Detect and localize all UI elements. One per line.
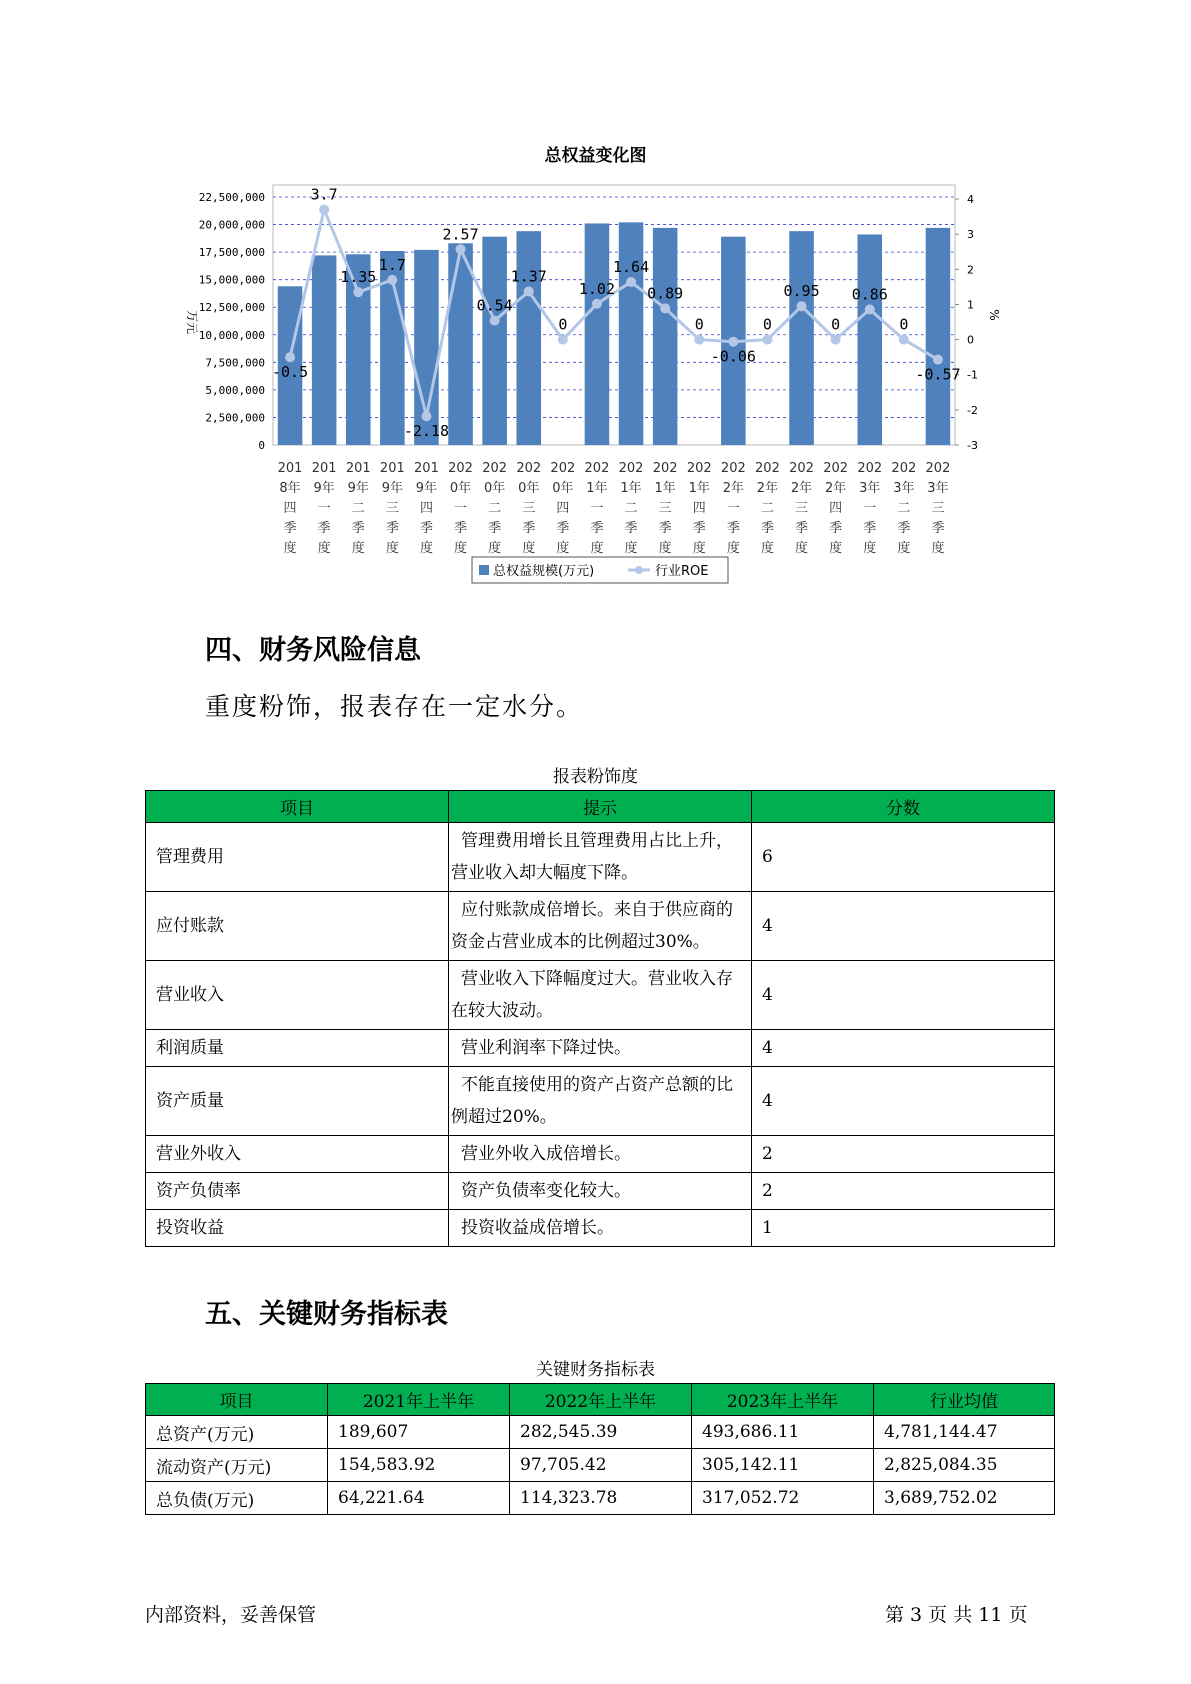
table-row [146, 823, 1055, 892]
x-tick-label: 度 [317, 541, 331, 556]
x-tick-label: 3年 [893, 481, 915, 496]
roe-data-label: 1.64 [612, 257, 650, 276]
roe-point [353, 287, 363, 297]
x-tick-label: 202 [755, 461, 780, 476]
risk-score-cell: 1 [752, 1210, 1055, 1247]
table-row [146, 961, 1055, 1030]
kpi-table-caption: 关键财务指标表 [536, 1360, 655, 1380]
risk-hint-cell: 应付账款成倍增长。来自于供应商的资金占营业成本的比例超过30%。 [449, 892, 752, 961]
x-tick-label: 2年 [756, 481, 779, 496]
x-tick-label: 度 [692, 541, 706, 556]
roe-data-label: 3.7 [310, 185, 338, 204]
y-left-tick-label: 17,500,000 [198, 246, 265, 260]
y-left-tick-label: 20,000,000 [198, 218, 265, 232]
y-right-tick-label: -3 [967, 439, 978, 452]
table-row [146, 892, 1055, 961]
legend-bar-swatch [479, 565, 489, 575]
x-tick-label: 2年 [790, 481, 813, 496]
roe-data-label: 0.86 [851, 285, 888, 304]
x-tick-label: 季 [556, 521, 570, 536]
risk-score-cell: 4 [752, 1067, 1055, 1136]
x-tick-label: 202 [891, 461, 917, 476]
x-tick-label: 0年 [484, 481, 506, 496]
y-left-tick-label: 0 [258, 439, 265, 452]
x-tick-label: 一 [454, 501, 468, 516]
roe-data-label: -0.06 [710, 347, 756, 366]
roe-point [626, 277, 636, 287]
x-tick-label: 季 [624, 521, 638, 536]
roe-data-label: 1.7 [378, 255, 406, 274]
roe-data-label: 0 [762, 315, 772, 334]
kpi-cell: 2,825,084.35 [874, 1449, 1055, 1482]
roe-data-label: -0.5 [271, 363, 309, 382]
table-row [146, 1416, 1055, 1449]
header-item: 项目 [146, 1384, 328, 1416]
y-right-tick-label: -1 [967, 368, 978, 382]
equity-roe-chart [0, 0, 1191, 600]
risk-table [145, 790, 1055, 1247]
header-2021h1: 2021年上半年 [328, 1384, 510, 1416]
risk-hint-cell: 营业外收入成倍增长。 [449, 1136, 752, 1173]
x-tick-label: 度 [590, 541, 604, 556]
chart-title: 总权益变化图 [544, 146, 647, 166]
roe-data-label: 0 [831, 315, 841, 334]
table-row [146, 1173, 1055, 1210]
x-tick-label: 2年 [825, 481, 847, 496]
roe-point [592, 299, 602, 309]
risk-item-cell: 利润质量 [146, 1030, 449, 1067]
roe-data-label: 0 [558, 315, 568, 334]
roe-point [387, 275, 397, 285]
roe-point [797, 301, 807, 311]
x-tick-label: 度 [829, 541, 843, 556]
table-row [146, 1136, 1055, 1173]
x-tick-label: 度 [795, 541, 809, 556]
risk-hint-cell: 管理费用增长且管理费用占比上升，营业收入却大幅度下降。 [449, 823, 752, 892]
roe-data-label: 0.95 [783, 282, 820, 301]
roe-data-label: 0 [694, 315, 704, 334]
kpi-cell: 4,781,144.47 [874, 1416, 1055, 1449]
y-left-tick-label: 5,000,000 [205, 383, 265, 397]
roe-point [660, 303, 670, 313]
risk-item-cell: 营业收入 [146, 961, 449, 1030]
x-tick-label: 9年 [381, 481, 403, 496]
x-tick-label: 202 [720, 461, 746, 476]
risk-item-cell: 管理费用 [146, 823, 449, 892]
kpi-cell: 282,545.39 [510, 1416, 692, 1449]
kpi-cell: 总资产(万元) [146, 1416, 328, 1449]
x-tick-label: 201 [379, 461, 405, 476]
table-row [146, 1210, 1055, 1247]
x-tick-label: 一 [590, 501, 604, 516]
kpi-cell: 317,052.72 [692, 1482, 874, 1515]
x-tick-label: 201 [311, 461, 337, 476]
x-tick-label: 季 [454, 521, 468, 536]
x-tick-label: 202 [584, 461, 610, 476]
roe-data-label: 1.37 [510, 267, 547, 286]
x-tick-label: 季 [931, 521, 945, 536]
roe-point [694, 335, 704, 345]
x-tick-label: 度 [283, 541, 297, 556]
x-tick-label: 二 [624, 501, 638, 516]
roe-point [421, 411, 431, 421]
x-tick-label: 2年 [722, 481, 744, 496]
y-left-tick-label: 15,000,000 [198, 273, 265, 287]
section-heading-risk: 四、财务风险信息 [205, 635, 421, 666]
x-tick-label: 季 [795, 521, 809, 536]
x-tick-label: 度 [454, 541, 468, 556]
risk-score-cell: 4 [752, 1030, 1055, 1067]
plot-area-border [273, 185, 955, 445]
x-tick-label: 度 [760, 541, 774, 556]
x-tick-label: 8年 [279, 481, 301, 496]
kpi-cell: 3,689,752.02 [874, 1482, 1055, 1515]
x-tick-label: 202 [686, 461, 712, 476]
risk-hint-cell: 营业利润率下降过快。 [449, 1030, 752, 1067]
x-tick-label: 季 [351, 521, 365, 536]
x-tick-label: 1年 [688, 481, 710, 496]
x-tick-label: 三 [795, 501, 809, 516]
x-tick-label: 201 [414, 461, 439, 476]
x-tick-label: 202 [482, 461, 508, 476]
roe-data-label: -2.18 [403, 422, 450, 441]
footer-page-number: 第 3 页 共 11 页 [885, 1604, 1028, 1626]
risk-score-cell: 2 [752, 1173, 1055, 1210]
x-tick-label: 201 [345, 461, 371, 476]
x-tick-label: 度 [624, 541, 638, 556]
bar [312, 255, 337, 445]
y-left-tick-label: 22,500,000 [198, 191, 265, 204]
x-tick-label: 三 [931, 501, 945, 516]
legend-line-marker [635, 566, 643, 574]
legend-line-label: 行业ROE [655, 564, 709, 579]
risk-score-cell: 6 [752, 823, 1055, 892]
x-tick-label: 201 [277, 461, 303, 476]
table-row [146, 1030, 1055, 1067]
table-row [146, 1067, 1055, 1136]
y-right-tick-label: 1 [967, 298, 974, 312]
table-row [146, 1449, 1055, 1482]
kpi-cell: 305,142.11 [692, 1449, 874, 1482]
x-tick-label: 季 [863, 521, 877, 536]
x-tick-label: 202 [652, 461, 678, 476]
y-left-axis-label: 万元 [185, 309, 199, 335]
roe-point [899, 335, 909, 345]
roe-point [319, 205, 329, 215]
x-tick-label: 度 [522, 541, 536, 556]
x-tick-label: 二 [488, 501, 502, 516]
x-tick-label: 三 [385, 501, 399, 516]
roe-point [558, 335, 568, 345]
bar [619, 222, 644, 445]
x-tick-label: 季 [317, 521, 331, 536]
y-right-tick-label: -2 [967, 403, 978, 417]
risk-hint-cell: 不能直接使用的资产占资产总额的比例超过20%。 [449, 1067, 752, 1136]
x-tick-label: 四 [692, 501, 706, 516]
risk-hint-cell: 资产负债率变化较大。 [449, 1173, 752, 1210]
x-tick-label: 四 [556, 501, 570, 516]
kpi-cell: 总负债(万元) [146, 1482, 328, 1515]
y-left-tick-label: 10,000,000 [198, 328, 265, 342]
roe-point [524, 286, 534, 296]
roe-point [865, 304, 875, 314]
table-row [146, 1482, 1055, 1515]
kpi-cell: 流动资产(万元) [146, 1449, 328, 1482]
roe-data-label: 0.89 [647, 284, 684, 303]
x-tick-label: 0年 [552, 481, 574, 496]
bar [516, 231, 541, 445]
risk-score-cell: 4 [752, 892, 1055, 961]
x-tick-label: 202 [925, 461, 951, 476]
x-tick-label: 9年 [313, 481, 335, 496]
risk-score-cell: 4 [752, 961, 1055, 1030]
bar [926, 228, 951, 445]
x-tick-label: 度 [931, 541, 945, 556]
header-2023h1: 2023年上半年 [692, 1384, 874, 1416]
roe-point [762, 335, 772, 345]
header-hint: 提示 [449, 791, 752, 823]
x-tick-label: 季 [419, 521, 433, 536]
roe-data-label: 1.35 [340, 268, 377, 287]
roe-point [728, 337, 738, 347]
roe-point [285, 352, 295, 362]
header-2022h1: 2022年上半年 [510, 1384, 692, 1416]
roe-data-label: -0.57 [915, 365, 961, 384]
x-tick-label: 度 [726, 541, 740, 556]
x-tick-label: 三 [522, 501, 536, 516]
roe-data-label: 1.02 [578, 279, 616, 298]
x-tick-label: 季 [658, 521, 672, 536]
risk-table-header-row [146, 791, 1055, 823]
x-tick-label: 一 [863, 501, 877, 516]
y-right-axis-label: % [987, 309, 1001, 321]
kpi-cell: 97,705.42 [510, 1449, 692, 1482]
x-tick-label: 四 [283, 501, 297, 516]
roe-data-label: 2.57 [442, 225, 479, 244]
x-tick-label: 3年 [859, 481, 881, 496]
roe-point [831, 335, 841, 345]
kpi-cell: 64,221.64 [328, 1482, 510, 1515]
risk-summary-text: 重度粉饰，报表存在一定水分。 [205, 692, 584, 721]
x-tick-label: 二 [351, 501, 365, 516]
bar [789, 231, 814, 445]
x-tick-label: 季 [897, 521, 911, 536]
kpi-cell: 189,607 [328, 1416, 510, 1449]
y-right-tick-label: 0 [967, 333, 974, 347]
y-right-tick-label: 3 [967, 228, 974, 242]
x-tick-label: 季 [692, 521, 706, 536]
bar [653, 228, 678, 445]
x-tick-label: 9年 [347, 481, 369, 496]
bar [585, 223, 610, 445]
x-tick-label: 季 [829, 521, 843, 536]
header-industry-avg: 行业均值 [874, 1384, 1055, 1416]
x-tick-label: 202 [857, 461, 883, 476]
x-tick-label: 季 [488, 521, 502, 536]
legend-bar-label: 总权益规模(万元) [493, 564, 595, 579]
kpi-cell: 493,686.11 [692, 1416, 874, 1449]
kpi-cell: 114,323.78 [510, 1482, 692, 1515]
x-tick-label: 3年 [927, 481, 949, 496]
x-tick-label: 1年 [586, 481, 608, 496]
risk-table-caption: 报表粉饰度 [553, 767, 638, 787]
section-heading-kpi: 五、关键财务指标表 [205, 1299, 448, 1330]
y-right-tick-label: 2 [967, 263, 974, 277]
x-tick-label: 四 [829, 501, 843, 516]
x-tick-label: 一 [726, 501, 740, 516]
x-tick-label: 度 [488, 541, 502, 556]
kpi-table [145, 1383, 1055, 1515]
x-tick-label: 0年 [518, 481, 540, 496]
x-tick-label: 季 [283, 521, 297, 536]
x-tick-label: 1年 [620, 481, 642, 496]
bar [857, 234, 882, 445]
risk-item-cell: 应付账款 [146, 892, 449, 961]
header-score: 分数 [752, 791, 1055, 823]
bar [482, 237, 507, 445]
x-tick-label: 季 [385, 521, 399, 536]
x-tick-label: 202 [618, 461, 644, 476]
x-tick-label: 202 [448, 461, 473, 476]
risk-hint-cell: 投资收益成倍增长。 [449, 1210, 752, 1247]
x-tick-label: 202 [550, 461, 576, 476]
roe-data-label: 0.54 [476, 296, 513, 315]
roe-point [490, 316, 500, 326]
x-tick-label: 度 [897, 541, 911, 556]
x-tick-label: 度 [351, 541, 365, 556]
footer-confidential-note: 内部资料，妥善保管 [145, 1604, 317, 1626]
kpi-cell: 154,583.92 [328, 1449, 510, 1482]
x-tick-label: 二 [897, 501, 911, 516]
x-tick-label: 四 [419, 501, 433, 516]
y-left-tick-label: 12,500,000 [198, 301, 265, 315]
x-tick-label: 1年 [654, 481, 676, 496]
x-tick-label: 9年 [415, 481, 438, 496]
header-item: 项目 [146, 791, 449, 823]
y-left-tick-label: 7,500,000 [205, 356, 265, 370]
risk-hint-cell: 营业收入下降幅度过大。营业收入存在较大波动。 [449, 961, 752, 1030]
risk-item-cell: 投资收益 [146, 1210, 449, 1247]
x-tick-label: 度 [385, 541, 399, 556]
risk-item-cell: 资产负债率 [146, 1173, 449, 1210]
y-right-tick-label: 4 [967, 193, 974, 207]
x-tick-label: 202 [516, 461, 542, 476]
x-tick-label: 度 [419, 541, 433, 556]
x-tick-label: 季 [726, 521, 740, 536]
x-tick-label: 季 [522, 521, 536, 536]
y-left-tick-label: 2,500,000 [205, 411, 265, 425]
x-tick-label: 度 [658, 541, 672, 556]
x-tick-label: 季 [590, 521, 604, 536]
x-tick-label: 三 [658, 501, 672, 516]
roe-point [456, 244, 466, 254]
kpi-table-header-row [146, 1384, 1055, 1416]
x-tick-label: 季 [760, 521, 774, 536]
x-tick-label: 202 [823, 461, 849, 476]
bar [448, 243, 473, 445]
x-tick-label: 度 [556, 541, 570, 556]
x-tick-label: 二 [760, 501, 774, 516]
roe-point [933, 355, 943, 365]
x-tick-label: 度 [863, 541, 877, 556]
x-tick-label: 0年 [449, 481, 472, 496]
x-tick-label: 202 [789, 461, 814, 476]
risk-item-cell: 资产质量 [146, 1067, 449, 1136]
x-tick-label: 一 [317, 501, 331, 516]
risk-score-cell: 2 [752, 1136, 1055, 1173]
roe-data-label: 0 [899, 315, 909, 334]
risk-item-cell: 营业外收入 [146, 1136, 449, 1173]
